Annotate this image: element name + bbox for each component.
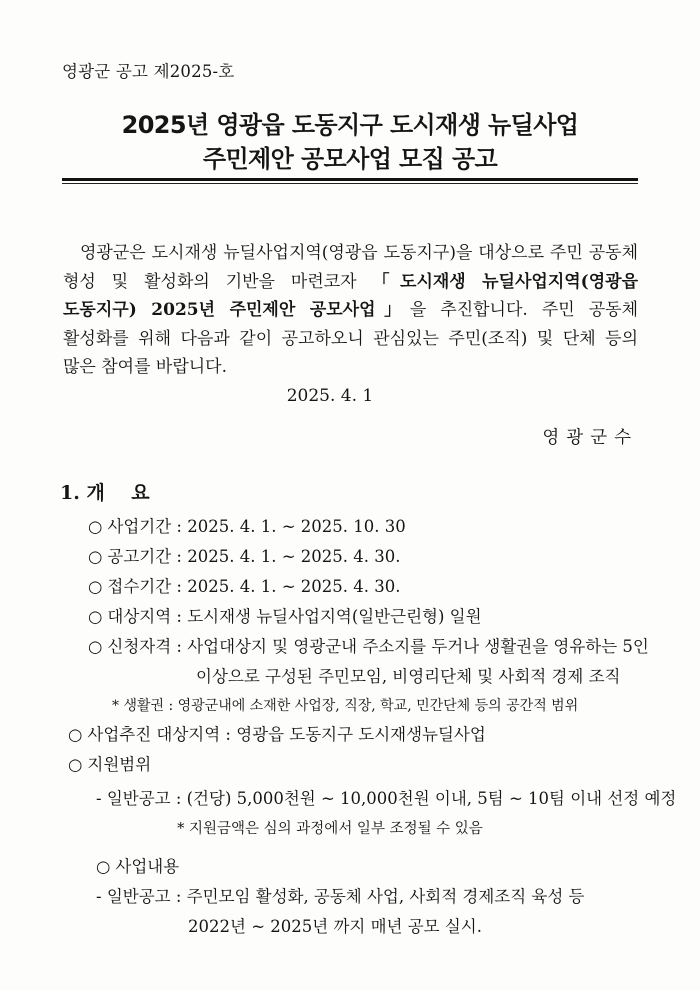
- circle-bullet-icon: ○: [68, 755, 83, 774]
- item-label: 접수기간: [107, 577, 172, 596]
- item-label: 공고기간: [107, 547, 172, 566]
- item-value: 2025. 4. 1. ~ 2025. 10. 30: [187, 517, 406, 536]
- intro-text-before: 영광군은 도시재생 뉴딜사업지역(영광읍 도동지구)을 대상으로 주민 공동체 형성 및 활성화의 기반을 마련코자: [63, 243, 638, 292]
- divider-thin-line: [62, 183, 638, 184]
- intro-text-after: 을 추진합니다. 주민 공동체 활성화를 위해 다음과 같이 공고하오니 관심있는 주민(조직) 및 단체 등의 많은 참여를 바랍니다.: [63, 300, 638, 377]
- overview-list: [0, 512, 700, 942]
- row-spacer: [0, 844, 700, 852]
- document-number: 영광군 공고 제2025-호: [62, 62, 235, 81]
- list-item: [0, 602, 700, 632]
- circle-bullet-icon: ○: [88, 637, 103, 656]
- project-content-detail: - 일반공고 : 주민모임 활성화, 공동체 사업, 사회적 경제조직 육성 등: [96, 887, 585, 906]
- support-scope-text: 지원범위: [87, 755, 152, 774]
- item-label: 신청자격: [107, 637, 172, 656]
- title-line-2: 주민제안 공모사업 모집 공고: [202, 145, 498, 173]
- item-label: 대상지역: [107, 607, 172, 626]
- list-item: [0, 750, 700, 780]
- item-separator: :: [176, 577, 182, 596]
- circle-bullet-icon: ○: [88, 607, 103, 626]
- item-separator: :: [176, 637, 182, 656]
- circle-bullet-icon: ○: [96, 857, 111, 876]
- item-separator: :: [176, 607, 182, 626]
- item-value: 2025. 4. 1. ~ 2025. 4. 30.: [187, 547, 401, 566]
- qualification-continuation: 이상으로 구성된 주민모임, 비영리단체 및 사회적 경제 조직: [196, 667, 621, 686]
- announcement-date: 2025. 4. 1: [286, 386, 374, 406]
- signer-title: 영광군수: [542, 428, 638, 448]
- item-value: 2025. 4. 1. ~ 2025. 4. 30.: [187, 577, 401, 596]
- project-content-text: 사업내용: [115, 857, 180, 876]
- list-item: [0, 512, 700, 542]
- item-value: 사업대상지 및 영광군내 주소지를 두거나 생활권을 영유하는 5인: [187, 637, 649, 656]
- circle-bullet-icon: ○: [88, 547, 103, 566]
- title-line-1: 2025년 영광읍 도동지구 도시재생 뉴딜사업: [121, 111, 579, 139]
- target-area-text: 사업추진 대상지역 : 영광읍 도동지구 도시재생뉴딜사업: [87, 725, 486, 744]
- document-title: [62, 108, 638, 176]
- item-separator: :: [176, 517, 182, 536]
- circle-bullet-icon: ○: [68, 725, 83, 744]
- circle-bullet-icon: ○: [88, 517, 103, 536]
- circle-bullet-icon: ○: [88, 577, 103, 596]
- title-divider: [62, 178, 638, 184]
- list-item: [0, 852, 700, 882]
- annual-competition-note: 2022년 ~ 2025년 까지 매년 공모 실시.: [188, 917, 482, 936]
- support-amount-note: * 지원금액은 심의 과정에서 일부 조정될 수 있음: [177, 821, 483, 837]
- item-value: 도시재생 뉴딜사업지역(일반근린형) 일원: [187, 607, 482, 626]
- living-zone-footnote: * 생활권 : 영광군내에 소재한 사업장, 직장, 학교, 민간단체 등의 공간적 범위: [112, 698, 579, 714]
- list-item: [0, 632, 700, 662]
- intro-emphasis-text: 「도시재생 뉴딜사업지역(영광읍 도동지구) 2025년 주민제안 공모사업」: [63, 271, 638, 320]
- item-separator: :: [176, 547, 182, 566]
- intro-paragraph: [63, 239, 638, 382]
- item-label: 사업기간: [107, 517, 172, 536]
- list-item: [0, 542, 700, 572]
- list-item: [0, 720, 700, 750]
- support-scope-detail: - 일반공고 : (건당) 5,000천원 ~ 10,000천원 이내, 5팀 ~ 10팀 이내 선정 예정: [96, 789, 677, 808]
- section-heading-overview: 1. 개 요: [60, 482, 150, 504]
- list-item: [0, 572, 700, 602]
